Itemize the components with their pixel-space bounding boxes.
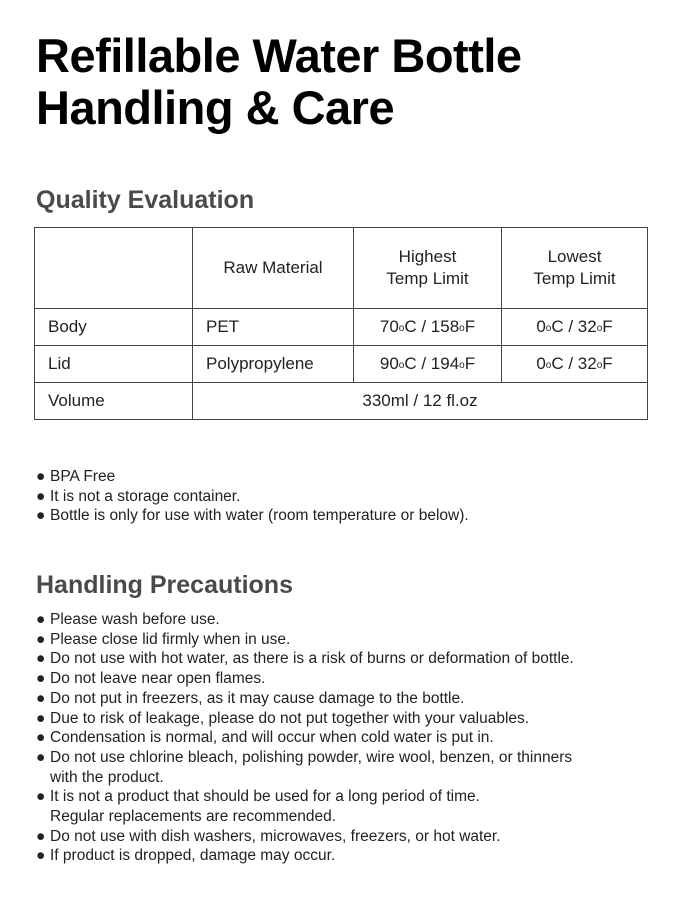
bullet-icon: ● bbox=[36, 507, 46, 525]
row-lowest-temp: 0$^o$C / 32$^o$F bbox=[502, 309, 648, 346]
handling-bullet-list bbox=[36, 610, 574, 866]
list-item: ● Do not leave near open flames. bbox=[36, 670, 266, 688]
table-header-row bbox=[35, 228, 648, 309]
list-item: ● Do not put in freezers, as it may cause damage to the bottle. bbox=[36, 689, 465, 707]
list-item: ● Do not use chlorine bleach, polishing powder, wire wool, benzen, or thinners with the product. bbox=[36, 748, 573, 786]
row-material: Polypropylene bbox=[193, 346, 354, 383]
header-highest-temp bbox=[354, 228, 502, 309]
row-material: PET bbox=[193, 309, 354, 346]
header-lowest-line2: Temp Limit bbox=[533, 269, 616, 288]
handling-precautions-heading: Handling Precautions bbox=[36, 571, 293, 599]
title-line-1: Refillable Water Bottle bbox=[36, 29, 522, 82]
header-lowest-temp bbox=[502, 228, 648, 309]
bullet-icon: ● bbox=[36, 689, 46, 707]
row-label: Body bbox=[35, 309, 193, 346]
row-label: Lid bbox=[35, 346, 193, 383]
row-lowest-temp: 0$^o$C / 32$^o$F bbox=[502, 346, 648, 383]
title-line-2: Handling & Care bbox=[36, 81, 395, 134]
quality-evaluation-heading: Quality Evaluation bbox=[36, 186, 255, 214]
bullet-icon: ● bbox=[36, 487, 46, 505]
bullet-icon: ● bbox=[36, 670, 46, 688]
list-item: ● BPA Free bbox=[36, 468, 116, 485]
quality-table bbox=[34, 227, 648, 420]
bullet-icon: ● bbox=[36, 468, 46, 485]
volume-value: 330ml / 12 fl.oz bbox=[193, 383, 648, 420]
bullet-icon: ● bbox=[36, 847, 46, 865]
bullet-icon: ● bbox=[36, 709, 46, 727]
table-row-body bbox=[35, 309, 648, 346]
list-item: ● It is not a product that should be used for a long period of time. Regular replacements are recommended. bbox=[36, 788, 480, 826]
list-item: ● If product is dropped, damage may occur. bbox=[36, 847, 336, 865]
header-highest-line1: Highest bbox=[398, 247, 457, 266]
bullet-icon: ● bbox=[36, 748, 46, 766]
row-highest-temp: 90$^o$C / 194$^o$F bbox=[354, 346, 502, 383]
bullet-icon: ● bbox=[36, 650, 46, 668]
header-highest-line2: Temp Limit bbox=[386, 269, 469, 288]
header-lowest-line1: Lowest bbox=[547, 247, 602, 266]
list-item: ● It is not a storage container. bbox=[36, 487, 241, 505]
list-item: ● Bottle is only for use with water (room temperature or below). bbox=[36, 507, 469, 525]
table-row-lid bbox=[35, 346, 648, 383]
bullet-icon: ● bbox=[36, 827, 46, 845]
bullet-icon: ● bbox=[36, 630, 46, 648]
list-item: ● Condensation is normal, and will occur when cold water is put in. bbox=[36, 729, 494, 747]
table-header-empty bbox=[35, 228, 193, 309]
list-item: ● Due to risk of leakage, please do not put together with your valuables. bbox=[36, 709, 530, 727]
row-highest-temp: 70$^o$C / 158$^o$F bbox=[354, 309, 502, 346]
bullet-icon: ● bbox=[36, 788, 46, 806]
quality-bullet-list bbox=[36, 467, 469, 526]
bullet-icon: ● bbox=[36, 729, 46, 747]
list-item: ● Do not use with dish washers, microwaves, freezers, or hot water. bbox=[36, 827, 501, 845]
row-label: Volume bbox=[35, 383, 193, 420]
list-item: ● Please close lid firmly when in use. bbox=[36, 630, 291, 648]
table-row-volume bbox=[35, 383, 648, 420]
header-raw-material: Raw Material bbox=[193, 228, 354, 309]
list-item: ● Do not use with hot water, as there is a risk of burns or deformation of bottle. bbox=[36, 650, 574, 668]
page-title bbox=[36, 30, 522, 134]
list-item: ● Please wash before use. bbox=[36, 611, 220, 628]
bullet-icon: ● bbox=[36, 611, 46, 628]
